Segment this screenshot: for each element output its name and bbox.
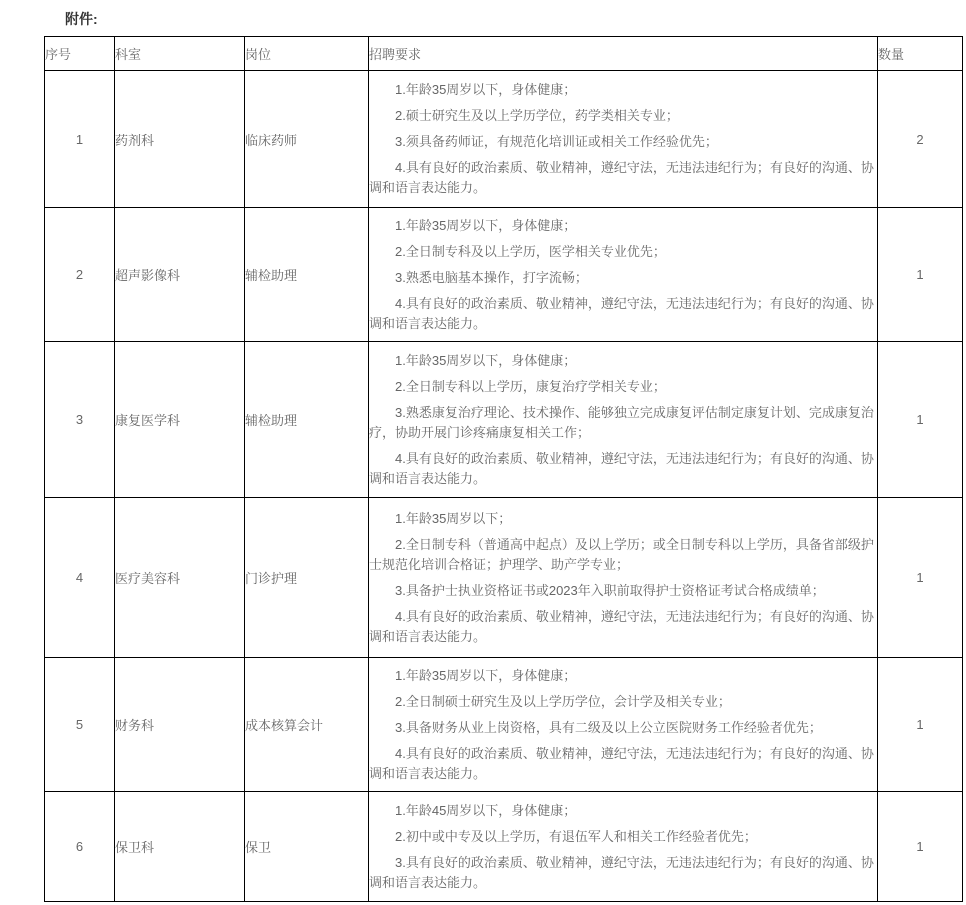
cell-department: 超声影像科: [115, 208, 245, 342]
cell-count: 1: [878, 792, 963, 902]
cell-count: 1: [878, 342, 963, 498]
attachment-label: 附件:: [65, 11, 98, 27]
cell-no: 6: [45, 792, 115, 902]
cell-position: 门诊护理: [245, 498, 369, 658]
requirement-line: 3.须具备药师证，有规范化培训证或相关工作经验优先；: [395, 134, 718, 149]
requirement-line: 3.熟悉电脑基本操作，打字流畅；: [395, 269, 588, 285]
table-row: [45, 792, 963, 902]
cell-position: 辅检助理: [245, 208, 369, 342]
cell-count: 1: [878, 658, 963, 792]
cell-department: 财务科: [115, 658, 245, 792]
cell-department: 保卫科: [115, 792, 245, 902]
requirement-line: 4.具有良好的政治素质、敬业精神，遵纪守法，无违法违纪行为；有良好的沟通、协调和语言表达能力。: [369, 745, 874, 781]
cell-requirements: [369, 498, 878, 658]
requirement-line: 1.年龄35周岁以下，身体健康；: [395, 667, 577, 683]
header-cell-department: 科室: [115, 37, 245, 71]
requirement-line: 1.年龄35周岁以下，身体健康；: [395, 352, 577, 368]
cell-position: 临床药师: [245, 71, 369, 208]
cell-position: 辅检助理: [245, 342, 369, 498]
header-row: [45, 37, 963, 71]
cell-no: 5: [45, 658, 115, 792]
cell-position: 成本核算会计: [245, 658, 369, 792]
requirement-line: 4.具有良好的政治素质、敬业精神，遵纪守法，无违法违纪行为；有良好的沟通、协调和语言表达能力。: [369, 608, 874, 644]
cell-position: 保卫: [245, 792, 369, 902]
cell-requirements: [369, 71, 878, 208]
cell-requirements: [369, 208, 878, 342]
table-row: [45, 658, 963, 792]
cell-no: 2: [45, 208, 115, 342]
requirement-line: 1.年龄35周岁以下；: [395, 510, 512, 526]
requirement-line: 2.硕士研究生及以上学历学位，药学类相关专业；: [395, 108, 679, 123]
header-cell-position: 岗位: [245, 37, 369, 71]
cell-no: 4: [45, 498, 115, 658]
cell-count: 1: [878, 498, 963, 658]
requirement-line: 2.初中或中专及以上学历，有退伍军人和相关工作经验者优先；: [395, 828, 757, 844]
table-header: [45, 37, 963, 71]
cell-requirements: [369, 792, 878, 902]
requirement-line: 2.全日制硕士研究生及以上学历学位，会计学及相关专业；: [395, 693, 731, 709]
cell-no: 1: [45, 71, 115, 208]
cell-department: 康复医学科: [115, 342, 245, 498]
cell-department: 医疗美容科: [115, 498, 245, 658]
cell-count: 1: [878, 208, 963, 342]
cell-no: 3: [45, 342, 115, 498]
cell-department: 药剂科: [115, 71, 245, 208]
requirement-line: 3.具备护士执业资格证书或2023年入职前取得护士资格证考试合格成绩单；: [395, 582, 825, 598]
requirement-line: 4.具有良好的政治素质、敬业精神，遵纪守法，无违法违纪行为；有良好的沟通、协调和语言表达能力。: [369, 160, 874, 195]
header-cell-requirements: 招聘要求: [369, 37, 878, 71]
requirement-line: 1.年龄35周岁以下，身体健康；: [395, 217, 577, 233]
table-row: [45, 342, 963, 498]
table-row: [45, 498, 963, 658]
requirement-line: 4.具有良好的政治素质、敬业精神，遵纪守法，无违法违纪行为；有良好的沟通、协调和语言表达能力。: [369, 295, 874, 331]
requirement-line: 3.具有良好的政治素质、敬业精神，遵纪守法，无违法违纪行为；有良好的沟通、协调和语言表达能力。: [369, 854, 874, 890]
requirement-line: 2.全日制专科（普通高中起点）及以上学历；或全日制专科以上学历，具备省部级护士规范化培训合格证；护理学、助产学专业；: [369, 536, 874, 572]
recruitment-table: [44, 36, 963, 902]
requirement-line: 4.具有良好的政治素质、敬业精神，遵纪守法，无违法违纪行为；有良好的沟通、协调和语言表达能力。: [369, 450, 874, 486]
requirement-line: 1.年龄35周岁以下，身体健康；: [395, 82, 577, 97]
requirement-line: 3.具备财务从业上岗资格，具有二级及以上公立医院财务工作经验者优先；: [395, 719, 822, 735]
header-cell-count: 数量: [878, 37, 963, 71]
cell-requirements: [369, 342, 878, 498]
requirement-line: 1.年龄45周岁以下，身体健康；: [395, 802, 577, 818]
requirement-line: 3.熟悉康复治疗理论、技术操作、能够独立完成康复评估制定康复计划、完成康复治疗，协助开展门诊疼痛康复相关工作；: [369, 404, 874, 440]
requirement-line: 2.全日制专科以上学历，康复治疗学相关专业；: [395, 378, 666, 394]
header-cell-no: 序号: [45, 37, 115, 71]
requirement-line: 2.全日制专科及以上学历，医学相关专业优先；: [395, 243, 666, 259]
cell-requirements: [369, 658, 878, 792]
table-row: [45, 208, 963, 342]
cell-count: 2: [878, 71, 963, 208]
table-row: [45, 71, 963, 208]
